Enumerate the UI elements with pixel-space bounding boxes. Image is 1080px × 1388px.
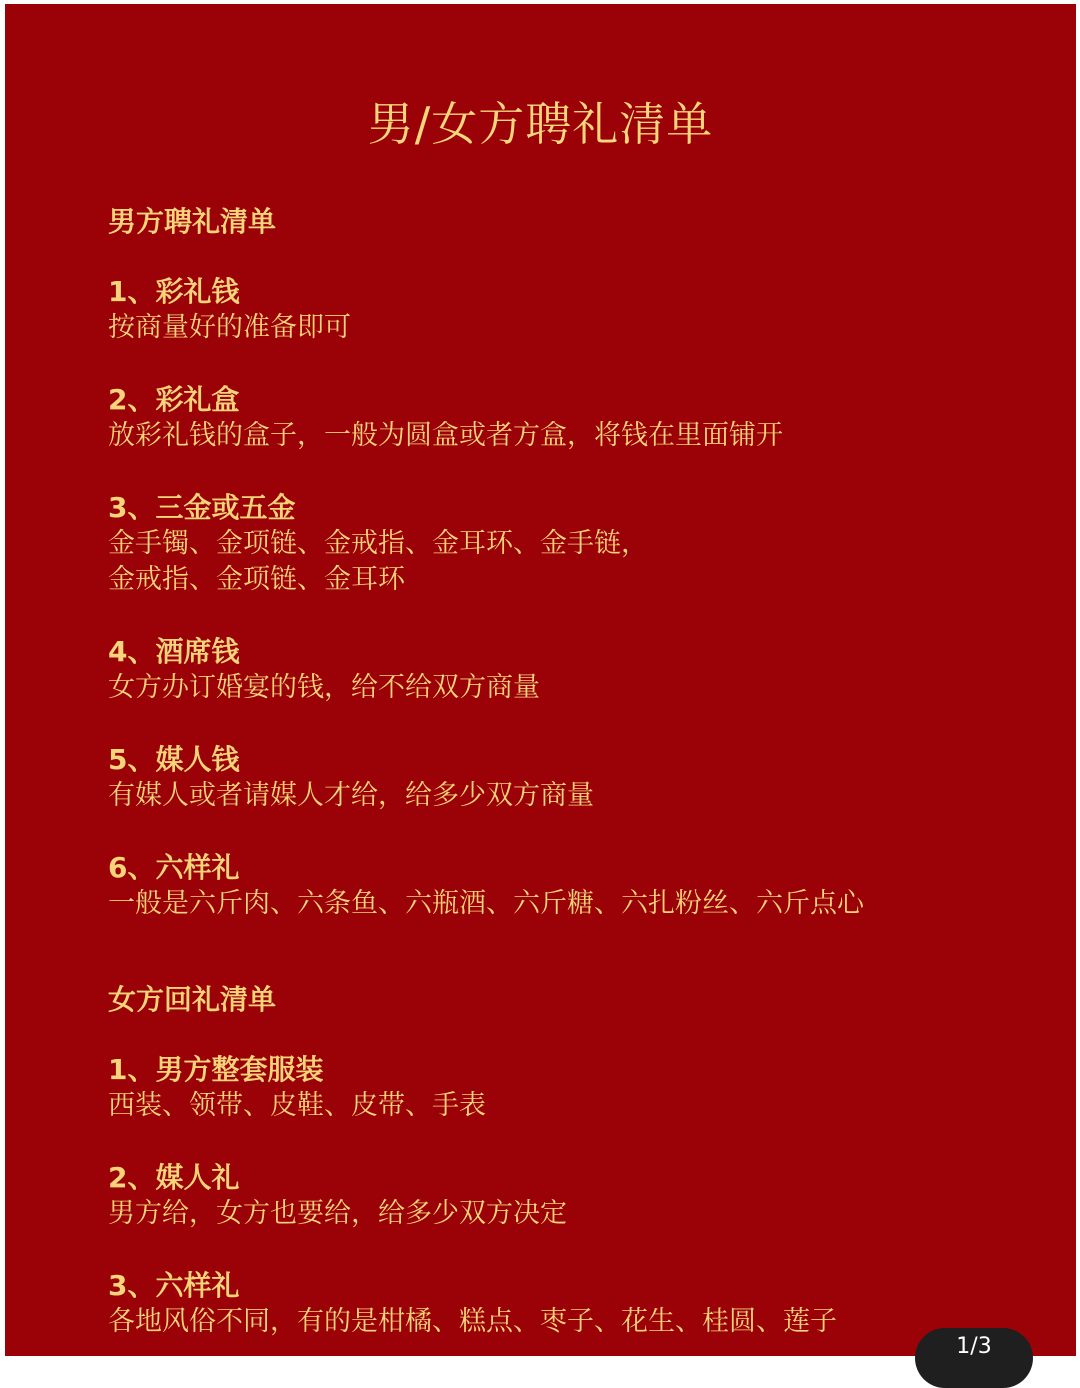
list-item (108, 490, 1008, 598)
item-title: 2、媒人礼 (108, 1161, 240, 1194)
item-title: 2、彩礼盒 (108, 383, 240, 416)
item-desc: 西装、领带、皮鞋、皮带、手表 (108, 1090, 486, 1121)
list-item (108, 382, 1008, 454)
section-heading-male: 男方聘礼清单 (108, 205, 277, 238)
item-desc: 男方给，女方也要给，给多少双方决定 (108, 1198, 567, 1229)
section-heading-female: 女方回礼清单 (108, 983, 277, 1016)
item-title: 4、酒席钱 (108, 635, 240, 668)
item-title: 1、男方整套服装 (108, 1053, 324, 1086)
poster (5, 4, 1076, 1356)
list-item (108, 742, 1008, 814)
content (108, 202, 1008, 1356)
item-desc: 有媒人或者请媒人才给，给多少双方商量 (108, 780, 594, 811)
list-item (108, 1268, 1008, 1340)
item-desc: 女方办订婚宴的钱，给不给双方商量 (108, 672, 540, 703)
item-desc: 放彩礼钱的盒子，一般为圆盒或者方盒，将钱在里面铺开 (108, 420, 783, 451)
list-item (108, 634, 1008, 706)
list-item (108, 1160, 1008, 1232)
list-item (108, 274, 1008, 346)
item-desc: 一般是六斤肉、六条鱼、六瓶酒、六斤糖、六扎粉丝、六斤点心 (108, 888, 864, 919)
list-item (108, 850, 1008, 922)
item-desc: 金手镯、金项链、金戒指、金耳环、金手链， 金戒指、金项链、金耳环 (108, 528, 648, 595)
page-title: 男/女方聘礼清单 (367, 97, 714, 151)
item-title: 5、媒人钱 (108, 743, 240, 776)
item-title: 1、彩礼钱 (108, 275, 240, 308)
item-title: 6、六样礼 (108, 851, 240, 884)
list-item (108, 1052, 1008, 1124)
item-title: 3、六样礼 (108, 1269, 240, 1302)
item-title: 3、三金或五金 (108, 491, 296, 524)
item-desc: 按商量好的准备即可 (108, 312, 351, 343)
item-desc: 各地风俗不同，有的是柑橘、糕点、枣子、花生、桂圆、莲子 (108, 1306, 837, 1337)
page-indicator[interactable]: 1/3 (915, 1328, 1033, 1388)
